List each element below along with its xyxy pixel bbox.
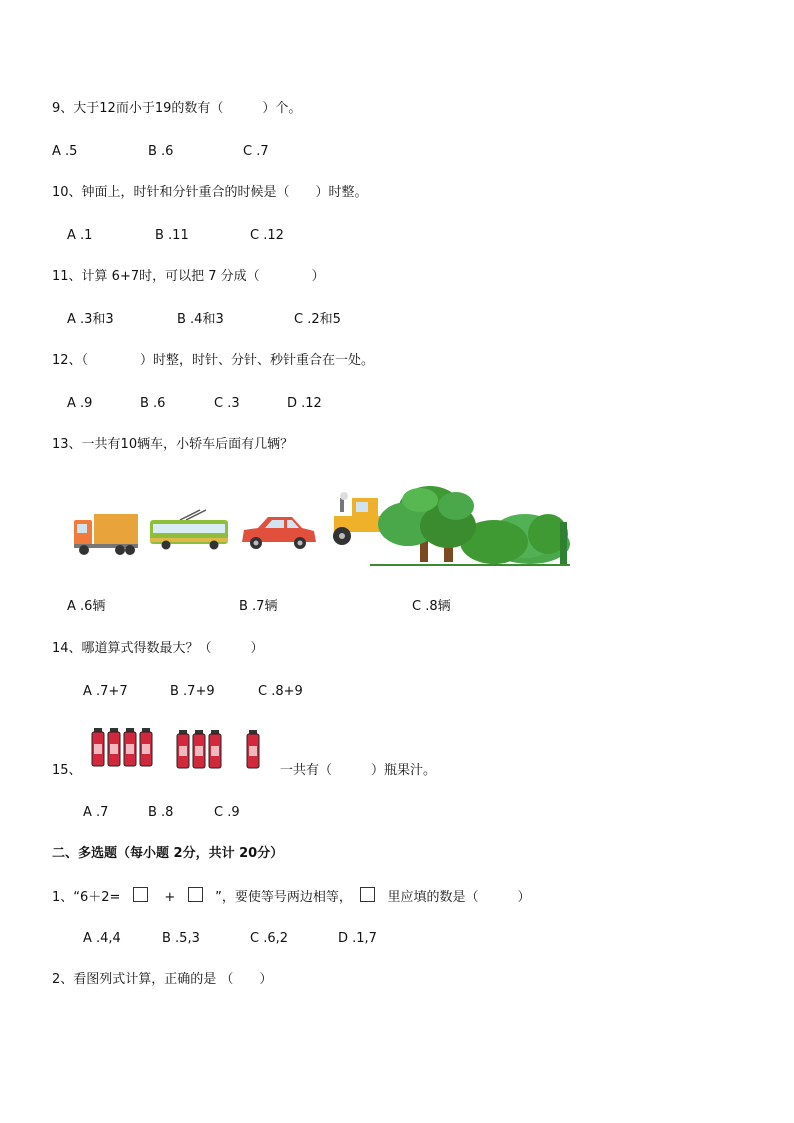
question-9: 9、大于12而小于19的数有（ ）个。 xyxy=(52,101,302,116)
question-11: 11、计算 6+7时，可以把 7 分成（ ） xyxy=(52,269,325,284)
m1-plus: + xyxy=(164,890,176,905)
q12-option-b: B .6 xyxy=(140,396,166,411)
q10-option-c: C .12 xyxy=(250,228,284,243)
multi-question-1 xyxy=(52,887,531,907)
question-14: 14、哪道算式得数最大？（ ） xyxy=(52,641,264,656)
m1-option-c: C .6,2 xyxy=(250,931,289,946)
q12-option-c: C .3 xyxy=(214,396,240,411)
juice-bottle-icon xyxy=(92,728,104,766)
question-12: 12、（ ）时整，时针、分针、秒针重合在一处。 xyxy=(52,353,375,368)
juice-bottle-icon xyxy=(177,730,189,768)
q13-option-c: C .8辆 xyxy=(412,599,451,614)
tractor-icon xyxy=(333,492,380,545)
q12-option-d: D .12 xyxy=(287,396,322,411)
question-15-number: 15、 xyxy=(52,763,82,778)
q15-option-b: B .8 xyxy=(148,805,174,820)
bus-icon xyxy=(150,510,228,550)
answer-box xyxy=(133,887,148,902)
trees-icon xyxy=(370,486,570,566)
juice-bottle-icon xyxy=(140,728,152,766)
answer-box xyxy=(360,887,375,902)
m1-prefix: 1、“6＋2= xyxy=(52,890,121,905)
q11-option-b: B .4和3 xyxy=(177,312,224,327)
q9-option-b: B .6 xyxy=(148,144,174,159)
m1-option-b: B .5,3 xyxy=(162,931,200,946)
juice-bottle-icon xyxy=(124,728,136,766)
question-13: 13、一共有10辆车，小轿车后面有几辆？ xyxy=(52,437,294,452)
question-15-text: 一共有（ ）瓶果汁。 xyxy=(280,763,437,778)
juice-bottle-icon xyxy=(247,730,259,768)
answer-box xyxy=(188,887,203,902)
juice-bottle-icon xyxy=(193,730,205,768)
q15-option-c: C .9 xyxy=(214,805,240,820)
q11-option-a: A .3和3 xyxy=(67,312,114,327)
q9-option-c: C .7 xyxy=(243,144,269,159)
q14-option-c: C .8+9 xyxy=(258,684,303,699)
q14-option-b: B .7+9 xyxy=(170,684,215,699)
q11-option-c: C .2和5 xyxy=(294,312,341,327)
section-2-title: 二、多选题（每小题 2分，共计 20分） xyxy=(52,846,284,861)
m1-close-quote: ”，要使等号两边相等， xyxy=(215,890,352,905)
juice-bottles-illustration xyxy=(90,726,270,770)
q10-option-a: A .1 xyxy=(67,228,93,243)
q9-option-a: A .5 xyxy=(52,144,78,159)
m1-tail: 里应填的数是（ ） xyxy=(387,890,531,905)
multi-question-2: 2、看图列式计算，正确的是 （ ） xyxy=(52,972,273,987)
q12-option-a: A .9 xyxy=(67,396,93,411)
vehicles-illustration xyxy=(70,484,570,570)
m1-option-d: D .1,7 xyxy=(338,931,377,946)
m1-option-a: A .4,4 xyxy=(83,931,121,946)
truck-icon xyxy=(74,514,138,555)
q13-option-b: B .7辆 xyxy=(239,599,278,614)
q13-option-a: A .6辆 xyxy=(67,599,106,614)
q14-option-a: A .7+7 xyxy=(83,684,128,699)
q10-option-b: B .11 xyxy=(155,228,189,243)
juice-bottle-icon xyxy=(209,730,221,768)
question-10: 10、钟面上，时针和分针重合的时候是（ ）时整。 xyxy=(52,185,368,200)
juice-bottle-icon xyxy=(108,728,120,766)
car-icon xyxy=(242,517,316,549)
q15-option-a: A .7 xyxy=(83,805,109,820)
